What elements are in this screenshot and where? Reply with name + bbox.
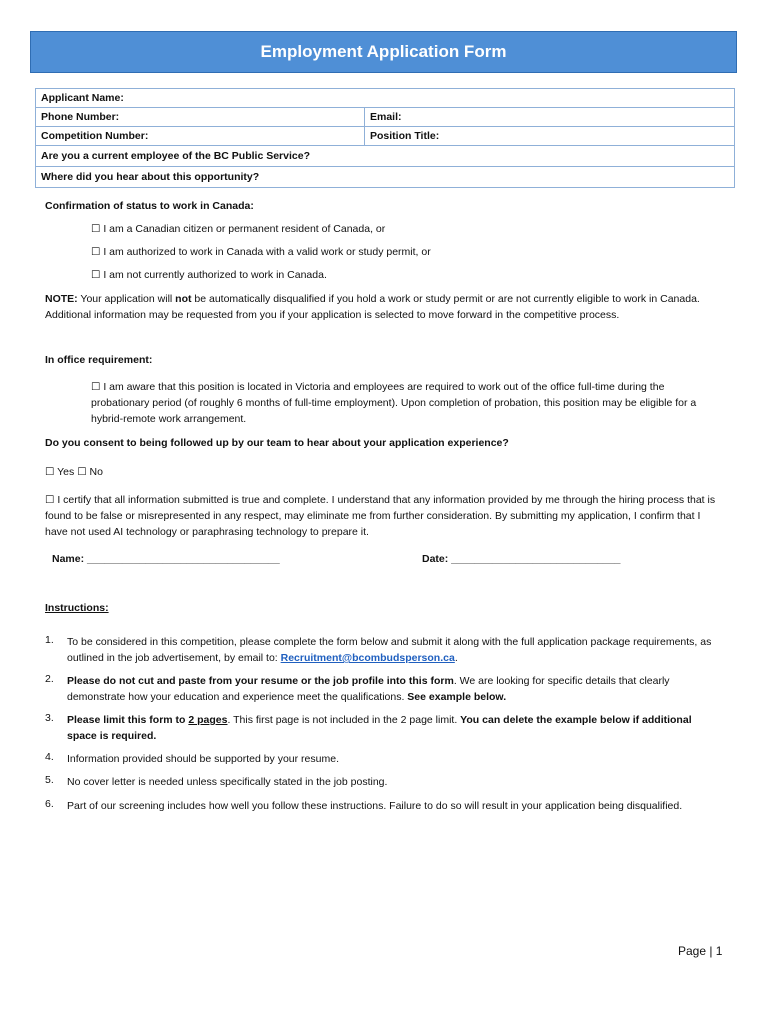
- competition-cell[interactable]: Competition Number:: [36, 127, 365, 146]
- list-number: 4.: [45, 751, 54, 763]
- consent-question: Do you consent to being followed up by our team to hear about your application experience?: [45, 437, 509, 449]
- instruction-bold: Please limit this form to: [67, 714, 189, 726]
- phone-cell[interactable]: Phone Number:: [36, 108, 365, 127]
- list-number: 6.: [45, 798, 54, 810]
- applicant-name-cell[interactable]: Applicant Name:: [36, 89, 735, 108]
- instruction-text: . This first page is not included in the 2 page limit.: [227, 714, 461, 726]
- instruction-item-5: No cover letter is needed unless specifically stated in the job posting.: [67, 776, 388, 788]
- instruction-text: . We are looking for specific details that clearly demonstrate how your education and experience meet the qualifications.: [67, 675, 670, 703]
- instruction-bold: See example below.: [407, 691, 507, 703]
- instruction-text: .: [454, 652, 458, 664]
- not-authorized-checkbox[interactable]: ☐ I am not currently authorized to work in Canada.: [91, 269, 327, 281]
- office-heading: In office requirement:: [45, 354, 153, 366]
- note-text-1: Your application will: [77, 293, 176, 305]
- citizen-checkbox[interactable]: ☐ I am a Canadian citizen or permanent resident of Canada, or: [91, 223, 386, 235]
- consent-options: [45, 464, 725, 480]
- note-label: NOTE:: [45, 293, 78, 305]
- form-title: Employment Application Form: [260, 42, 507, 61]
- confirmation-heading: Confirmation of status to work in Canada:: [45, 200, 254, 212]
- title-banner: [30, 31, 737, 73]
- instruction-text: To be considered in this competition, please complete the form below and submit it along with the full application package requirements, as outlined in the job advertisement, by email to:: [67, 636, 712, 664]
- email-cell[interactable]: Email:: [365, 108, 735, 127]
- no-checkbox[interactable]: ☐ No: [77, 466, 103, 478]
- instruction-bold: You can delete the example below if additional space is required.: [67, 714, 692, 742]
- instruction-item-4: Information provided should be supported by your resume.: [67, 753, 339, 765]
- list-number: 1.: [45, 634, 54, 646]
- certify-checkbox[interactable]: ☐ I certify that all information submitted is true and complete. I understand that any information provided by me through the hiring process that is found to be false or misrepresented in any respect, may eliminate me from further consideration. By submitting my application, I confirm that I have not used AI technology or paraphrasing technology to prepare it.: [45, 494, 716, 538]
- list-number: 5.: [45, 774, 54, 786]
- page-number: Page | 1: [678, 944, 723, 958]
- hear-about-cell[interactable]: Where did you hear about this opportunity?: [36, 167, 735, 188]
- instruction-underlined: 2 pages: [188, 714, 228, 726]
- note-not: not: [175, 293, 192, 305]
- instruction-item-1: [67, 634, 722, 666]
- permit-checkbox[interactable]: ☐ I am authorized to work in Canada with a valid work or study permit, or: [91, 246, 431, 258]
- current-employee-cell[interactable]: Are you a current employee of the BC Public Service?: [36, 146, 735, 167]
- instruction-item-2: [67, 673, 722, 705]
- list-number: 2.: [45, 673, 54, 685]
- office-checkbox[interactable]: ☐ I am aware that this position is located in Victoria and employees are required to work out of the office full-time during the probationary period (of roughly 6 months of full-time employment). Upon completion of probation, this position may be eligible for a hybrid-remote work arrangement.: [91, 381, 697, 425]
- signature-name[interactable]: Name: _________________________________: [52, 553, 280, 565]
- note-paragraph: [45, 291, 725, 323]
- recruitment-email-link[interactable]: Recruitment@bcombudsperson.ca: [280, 652, 455, 664]
- yes-checkbox[interactable]: ☐ Yes: [45, 466, 75, 478]
- signature-date[interactable]: Date: _____________________________: [422, 553, 621, 565]
- instructions-heading: Instructions:: [45, 602, 109, 614]
- instruction-item-3: [67, 712, 722, 744]
- list-number: 3.: [45, 712, 54, 724]
- note-text-2: be automatically disqualified if you hold a work or study permit or are not currently eligible to work in Canada. Additional information may be requested from you if your application is selected to move forward in the competitive process.: [45, 293, 700, 321]
- position-cell[interactable]: Position Title:: [365, 127, 735, 146]
- instruction-bold: Please do not cut and paste from your resume or the job profile into this form: [67, 675, 454, 687]
- applicant-info-table: [35, 88, 735, 188]
- instruction-item-6: Part of our screening includes how well you follow these instructions. Failure to do so will result in your application being disqualified.: [67, 800, 683, 812]
